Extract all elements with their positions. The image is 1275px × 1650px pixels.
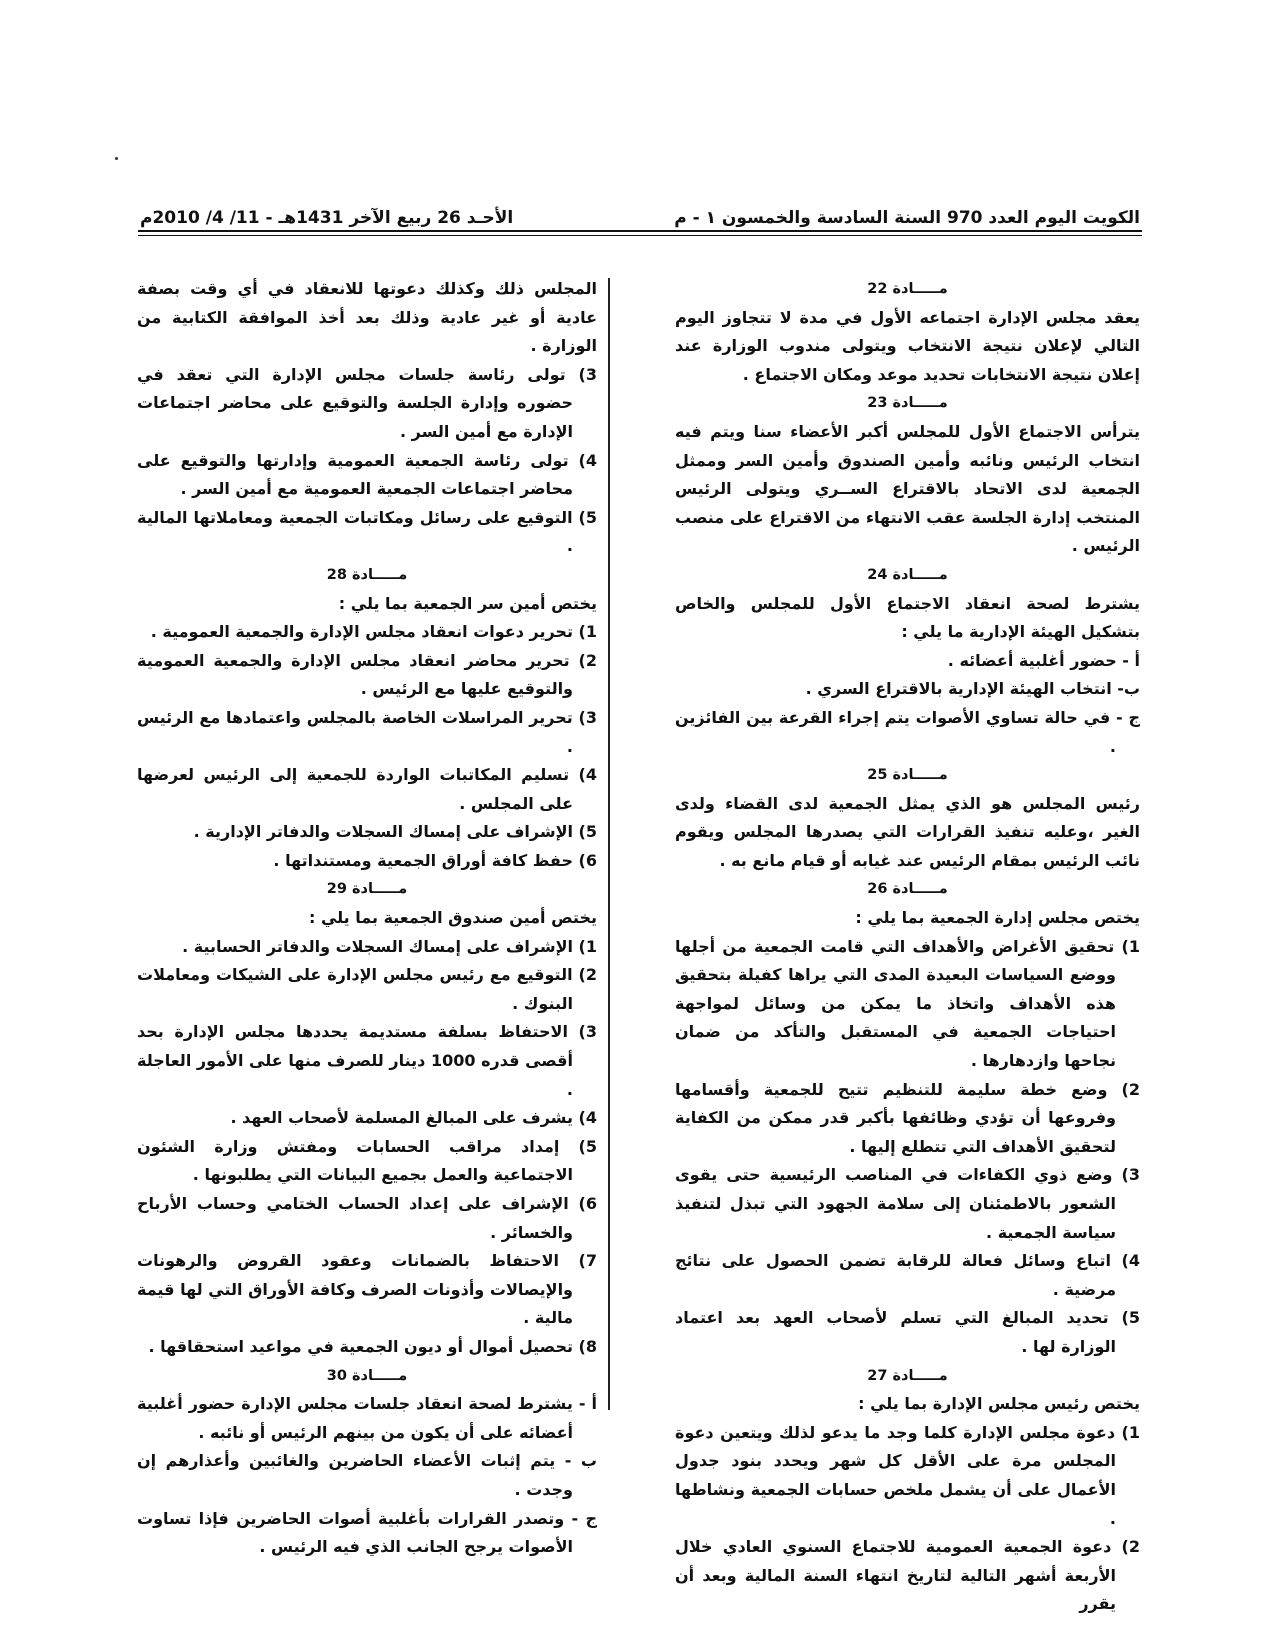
list-item: 6) حفظ كافة أوراق الجمعية ومستنداتها .	[273, 850, 597, 870]
list-item: ب - يتم إثبات الأعضاء الحاضرين والغائبين وأعذارهم إن وجدت .	[137, 1451, 597, 1499]
list-item: 1) دعوة مجلس الإدارة كلما وجد ما يدعو لذلك ويتعين دعوة المجلس مرة على الأقل كل شهر ويحدد بنود جدول الأعمال على أن يشمل ملخص حسابات الجمعية ونشاطها .	[675, 1422, 1140, 1528]
article-title: مـــــادة 24	[867, 566, 948, 583]
paragraph: المجلس ذلك وكذلك دعوتها للانعقاد في أي وقت بصفة عادية أو غير عادية وذلك بعد أخذ الموافقة الكتابية من الوزارة .	[137, 279, 597, 356]
right-column	[675, 275, 1140, 1619]
header-rule-thin	[138, 235, 1142, 236]
list-item: 1) الإشراف على إمساك السجلات والدفاتر الحسابية .	[182, 936, 597, 956]
list-item: 2) وضع خطة سليمة للتنظيم تتيح للجمعية وأقسامها وفروعها أن تؤدي وظائفها بأكبر قدر ممكن من الكفاية لتحقيق الأهداف التي تتطلع إليها .	[675, 1079, 1140, 1156]
paragraph: يختص أمين صندوق الجمعية بما يلي :	[308, 908, 597, 928]
list-item: 5) تحديد المبالغ التي تسلم لأصحاب العهد بعد اعتماد الوزارة لها .	[675, 1308, 1140, 1356]
column-divider	[608, 278, 610, 1410]
article-title: مـــــادة 28	[326, 566, 408, 583]
list-item: 2) دعوة الجمعية العمومية للاجتماع السنوي العادي خلال الأربعة أشهر التالية لتاريخ انتهاء السنة المالية وبعد أن يقرر	[675, 1537, 1140, 1614]
list-item: ج - وتصدر القرارات بأغلبية أصوات الحاضرين فإذا تساوت الأصوات يرجح الجانب الذي فيه الرئيس .	[137, 1508, 597, 1557]
list-item: 4) اتباع وسائل فعالة للرقابة تضمن الحصول على نتائج مرضية .	[675, 1251, 1140, 1299]
paragraph: يترأس الاجتماع الأول للمجلس أكبر الأعضاء سنا ويتم فيه انتخاب الرئيس ونائبه وأمين الصندوق وأمين السر وممثل الجمعية لدى الاتحاد بالاقتراع الســري ويتولى الرئيس المنتخب إدارة الجلسة عقب الانتهاء من الاقتراع على منصب الرئيس .	[675, 421, 1140, 556]
list-item: أ - حضور أغلبية أعضائه .	[947, 650, 1140, 670]
article-title: مـــــادة 23	[867, 395, 948, 412]
list-item: 3) وضع ذوي الكفاءات في المناصب الرئيسية حتى يقوى الشعور بالاطمئنان إلى سلامة الجهود التي تبذل لتنفيذ سياسة الجمعية .	[675, 1165, 1140, 1242]
list-item: 1) تحرير دعوات انعقاد مجلس الإدارة والجمعية العمومية .	[150, 622, 597, 642]
article-title: مـــــادة 26	[867, 881, 948, 898]
list-item: 5) الإشراف على إمساك السجلات والدفاتر الإدارية .	[193, 822, 597, 842]
article-title: مـــــادة 29	[326, 881, 408, 898]
header-rule	[138, 230, 1142, 232]
paragraph: رئيس المجلس هو الذي يمثل الجمعية لدى القضاء ولدى الغير ،وعليه تنفيذ القرارات التي يصدرها المجلس ويقوم نائب الرئيس بمقام الرئيس عند غيابه أو قيام مانع به .	[675, 793, 1140, 870]
list-item: 2) التوقيع مع رئيس مجلس الإدارة على الشيكات ومعاملات البنوك .	[137, 965, 597, 1013]
list-item: 5) التوقيع على رسائل ومكاتبات الجمعية ومعاملاتها المالية .	[137, 507, 597, 556]
article-title: مـــــادة 22	[867, 281, 948, 297]
article-title: مـــــادة 30	[326, 1367, 408, 1384]
scan-speck	[115, 157, 118, 160]
list-item: 1) تحقيق الأغراض والأهداف التي قامت الجمعية من أجلها ووضع السياسات البعيدة المدى التي يراها كفيلة بتحقيق هذه الأهداف واتخاذ ما يمكن من وسائل لمواجهة احتياجات الجمعية في المستقبل والتأكد من ضمان نجاحها وازدهارها .	[675, 936, 1140, 1071]
paragraph: يختص أمين سر الجمعية بما يلي :	[338, 593, 597, 613]
header-issue-info: الكويت اليوم العدد 970 السنة السادسة والخمسون ١ - م	[674, 208, 1140, 228]
list-item: أ - يشترط لصحة انعقاد جلسات مجلس الإدارة حضور أغلبية أعضائه على أن يكون من بينهم الرئيس أو نائبه .	[137, 1394, 597, 1442]
paragraph: يختص مجلس إدارة الجمعية بما يلي :	[855, 908, 1140, 928]
list-item: 6) الإشراف على إعداد الحساب الختامي وحساب الأرباح والخسائر .	[137, 1194, 597, 1242]
paragraph: يختص رئيس مجلس الإدارة بما يلي :	[858, 1394, 1140, 1414]
list-item: ب- انتخاب الهيئة الإدارية بالاقتراع السري .	[805, 679, 1140, 699]
article-title: مـــــادة 25	[867, 767, 948, 784]
page-header	[140, 198, 1140, 228]
list-item: 3) تولى رئاسة جلسات مجلس الإدارة التي تعقد في حضوره وإدارة الجلسة والتوقيع على محاضر اجتماعات الإدارة مع أمين السر .	[137, 364, 597, 441]
header-date: الأحـد 26 ربيع الآخر 1431هـ - 11/ 4/ 2010م	[140, 208, 514, 228]
list-item: 3) تحرير المراسلات الخاصة بالمجلس واعتمادها مع الرئيس .	[137, 707, 597, 756]
article-title: مـــــادة 27	[867, 1367, 948, 1384]
list-item: 4) تولى رئاسة الجمعية العمومية وإدارتها والتوقيع على محاضر اجتماعات الجمعية العمومية مع أمين السر .	[137, 450, 597, 499]
list-item: 5) إمداد مراقب الحسابات ومفتش وزارة الشئون الاجتماعية والعمل بجميع البيانات التي يطلبونها .	[137, 1136, 597, 1185]
left-column	[137, 275, 597, 1562]
list-item: 4) يشرف على المبالغ المسلمة لأصحاب العهد .	[230, 1108, 597, 1128]
list-item: 2) تحرير محاضر انعقاد مجلس الإدارة والجمعية العمومية والتوقيع عليها مع الرئيس .	[137, 650, 597, 699]
list-item: 3) الاحتفاظ بسلفة مستديمة يحددها مجلس الإدارة بحد أقصى قدره 1000 دينار للصرف منها على الأمور العاجلة .	[137, 1022, 597, 1099]
list-item: 7) الاحتفاظ بالضمانات وعقود القروض والرهونات والإيصالات وأذونات الصرف وكافة الأوراق التي لها قيمة مالية .	[137, 1251, 597, 1328]
list-item: 4) تسليم المكاتبات الواردة للجمعية إلى الرئيس لعرضها على المجلس .	[137, 765, 597, 813]
paragraph: يشترط لصحة انعقاد الاجتماع الأول للمجلس والخاص بتشكيل الهيئة الإدارية ما يلي :	[675, 593, 1140, 642]
paragraph: يعقد مجلس الإدارة اجتماعه الأول في مدة لا تتجاوز اليوم التالي لإعلان نتيجة الانتخاب ويتولى مندوب الوزارة عند إعلان نتيجة الانتخابات تحديد موعد ومكان الاجتماع .	[675, 307, 1140, 384]
list-item: ج - في حالة تساوي الأصوات يتم إجراء القرعة بين الفائزين .	[675, 707, 1140, 756]
list-item: 8) تحصيل أموال أو ديون الجمعية في مواعيد استحقاقها .	[148, 1336, 597, 1356]
